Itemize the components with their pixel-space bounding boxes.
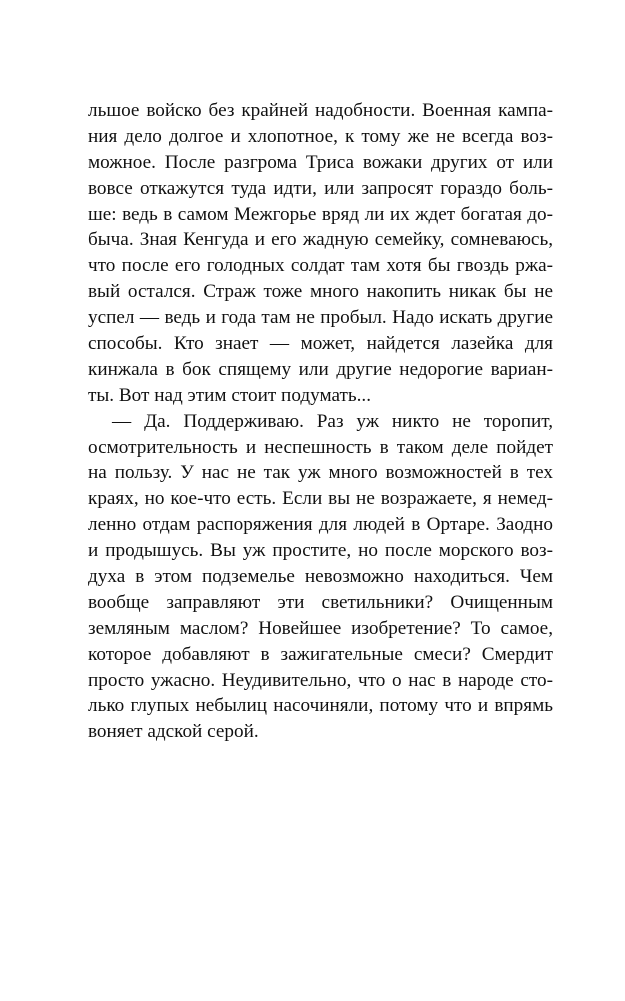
text-line: на пользу. У нас не так уж много возможностей в тех <box>88 462 553 484</box>
text-line: что после его голодных солдат там хотя бы гвоздь ржа- <box>88 255 553 277</box>
text-line: льшое войско без крайней надобности. Военная кампа- <box>88 100 553 121</box>
text-line: лько глупых небылиц насочиняли, потому что и впрямь <box>88 695 553 717</box>
text-line: быча. Зная Кенгуда и его жадную семейку, сомневаюсь, <box>88 229 553 251</box>
text-line: кинжала в бок спящему или другие недорогие вариан- <box>88 358 553 380</box>
body-text <box>88 98 553 745</box>
text-line: осмотрительность и неспешность в таком деле пойдет <box>88 436 553 458</box>
text-line: вообще заправляют эти светильники? Очищенным <box>88 591 553 613</box>
text-line: успел — ведь и года там не пробыл. Надо искать другие <box>88 307 553 329</box>
text-line: ния дело долгое и хлопотное, к тому же не всегда воз- <box>88 125 553 147</box>
dialogue-line: — Да. Поддерживаю. Раз уж никто не торопит, <box>112 410 553 432</box>
text-line: земляным маслом? Новейшее изобретение? То самое, <box>88 617 553 639</box>
text-line: вовсе откажутся туда идти, или запросят гораздо боль- <box>88 177 553 199</box>
text-line: можное. После разгрома Триса вожаки других от или <box>88 151 553 173</box>
text-line: ленно отдам распоряжения для людей в Ортаре. Заодно <box>88 514 553 536</box>
text-line: способы. Кто знает — может, найдется лазейка для <box>88 333 553 355</box>
text-line: и продышусь. Вы уж простите, но после морского воз- <box>88 540 553 562</box>
text-line: просто ужасно. Неудивительно, что о нас в народе сто- <box>88 669 553 691</box>
text-line: ты. Вот над этим стоит подумать... <box>88 384 372 406</box>
text-line: вый остался. Страж тоже много накопить никак бы не <box>88 281 553 303</box>
text-line: воняет адской серой. <box>88 721 259 743</box>
text-line: краях, но кое-что есть. Если вы не возражаете, я немед- <box>88 488 553 510</box>
text-line: ше: ведь в самом Межгорье вряд ли их ждет богатая до- <box>88 203 553 225</box>
text-line: духа в этом подземелье невозможно находиться. Чем <box>88 566 553 588</box>
text-line: которое добавляют в зажигательные смеси? Смердит <box>88 643 553 665</box>
